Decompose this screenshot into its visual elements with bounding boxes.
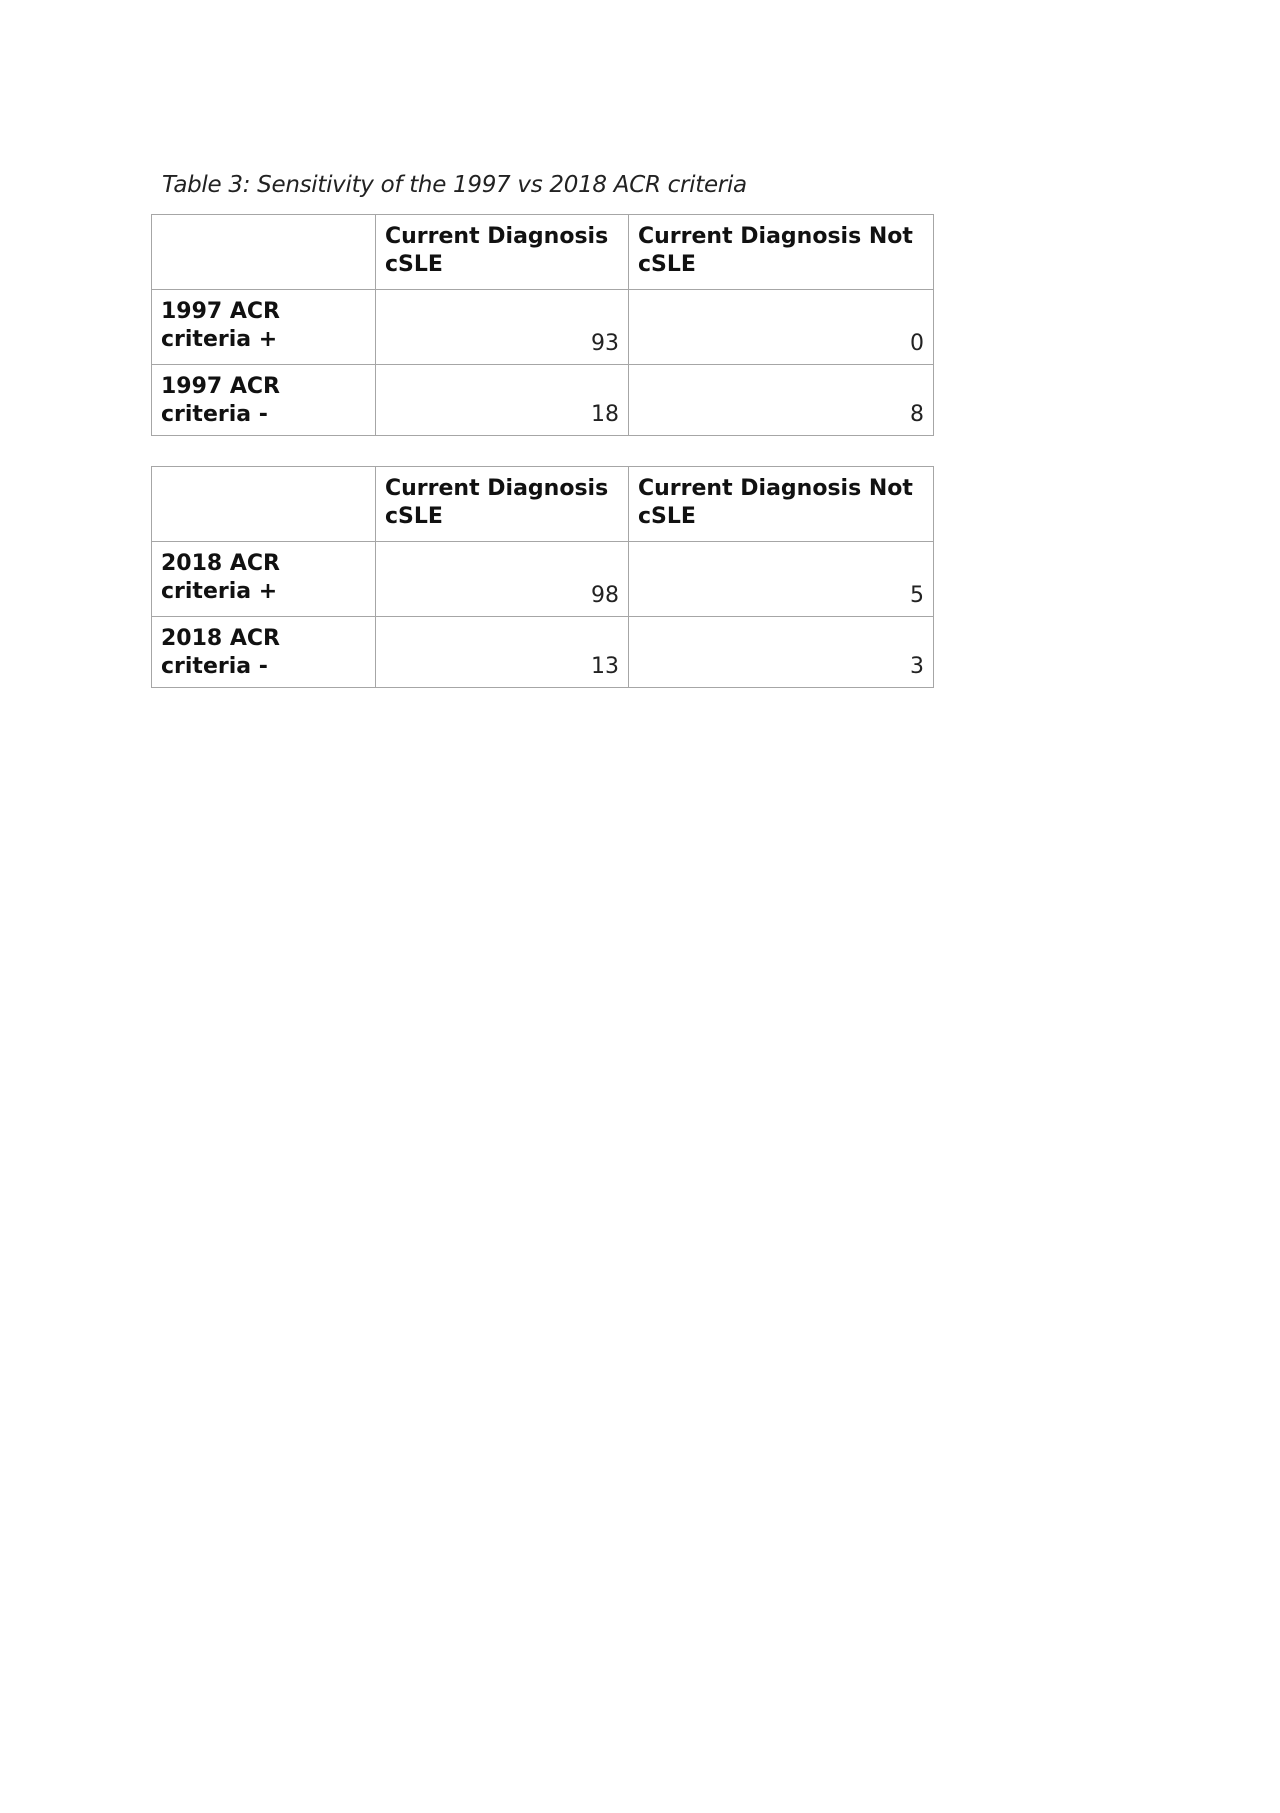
table-row — [152, 542, 934, 617]
row-label-1997-negative: 1997 ACR criteria - — [152, 365, 376, 436]
cell-1997-negative-not-csle: 8 — [629, 365, 934, 436]
row-label-1997-positive: 1997 ACR criteria + — [152, 290, 376, 365]
cell-1997-positive-csle: 93 — [376, 290, 629, 365]
cell-2018-negative-not-csle: 3 — [629, 617, 934, 688]
row-label-2018-positive: 2018 ACR criteria + — [152, 542, 376, 617]
cell-1997-positive-not-csle: 0 — [629, 290, 934, 365]
header-current-diagnosis-not-csle: Current Diagnosis Not cSLE — [629, 467, 934, 542]
table-row — [152, 290, 934, 365]
header-cell-empty — [152, 467, 376, 542]
header-current-diagnosis-csle: Current Diagnosis cSLE — [376, 215, 629, 290]
cell-2018-positive-not-csle: 5 — [629, 542, 934, 617]
table-2018-criteria — [151, 466, 934, 688]
row-label-2018-negative: 2018 ACR criteria - — [152, 617, 376, 688]
table-header-row — [152, 215, 934, 290]
table-caption: Table 3: Sensitivity of the 1997 vs 2018 ACR criteria — [162, 172, 747, 198]
header-current-diagnosis-csle: Current Diagnosis cSLE — [376, 467, 629, 542]
header-cell-empty — [152, 215, 376, 290]
cell-2018-negative-csle: 13 — [376, 617, 629, 688]
table-row — [152, 617, 934, 688]
table-header-row — [152, 467, 934, 542]
table-1997-criteria — [151, 214, 934, 436]
cell-2018-positive-csle: 98 — [376, 542, 629, 617]
table-row — [152, 365, 934, 436]
cell-1997-negative-csle: 18 — [376, 365, 629, 436]
header-current-diagnosis-not-csle: Current Diagnosis Not cSLE — [629, 215, 934, 290]
